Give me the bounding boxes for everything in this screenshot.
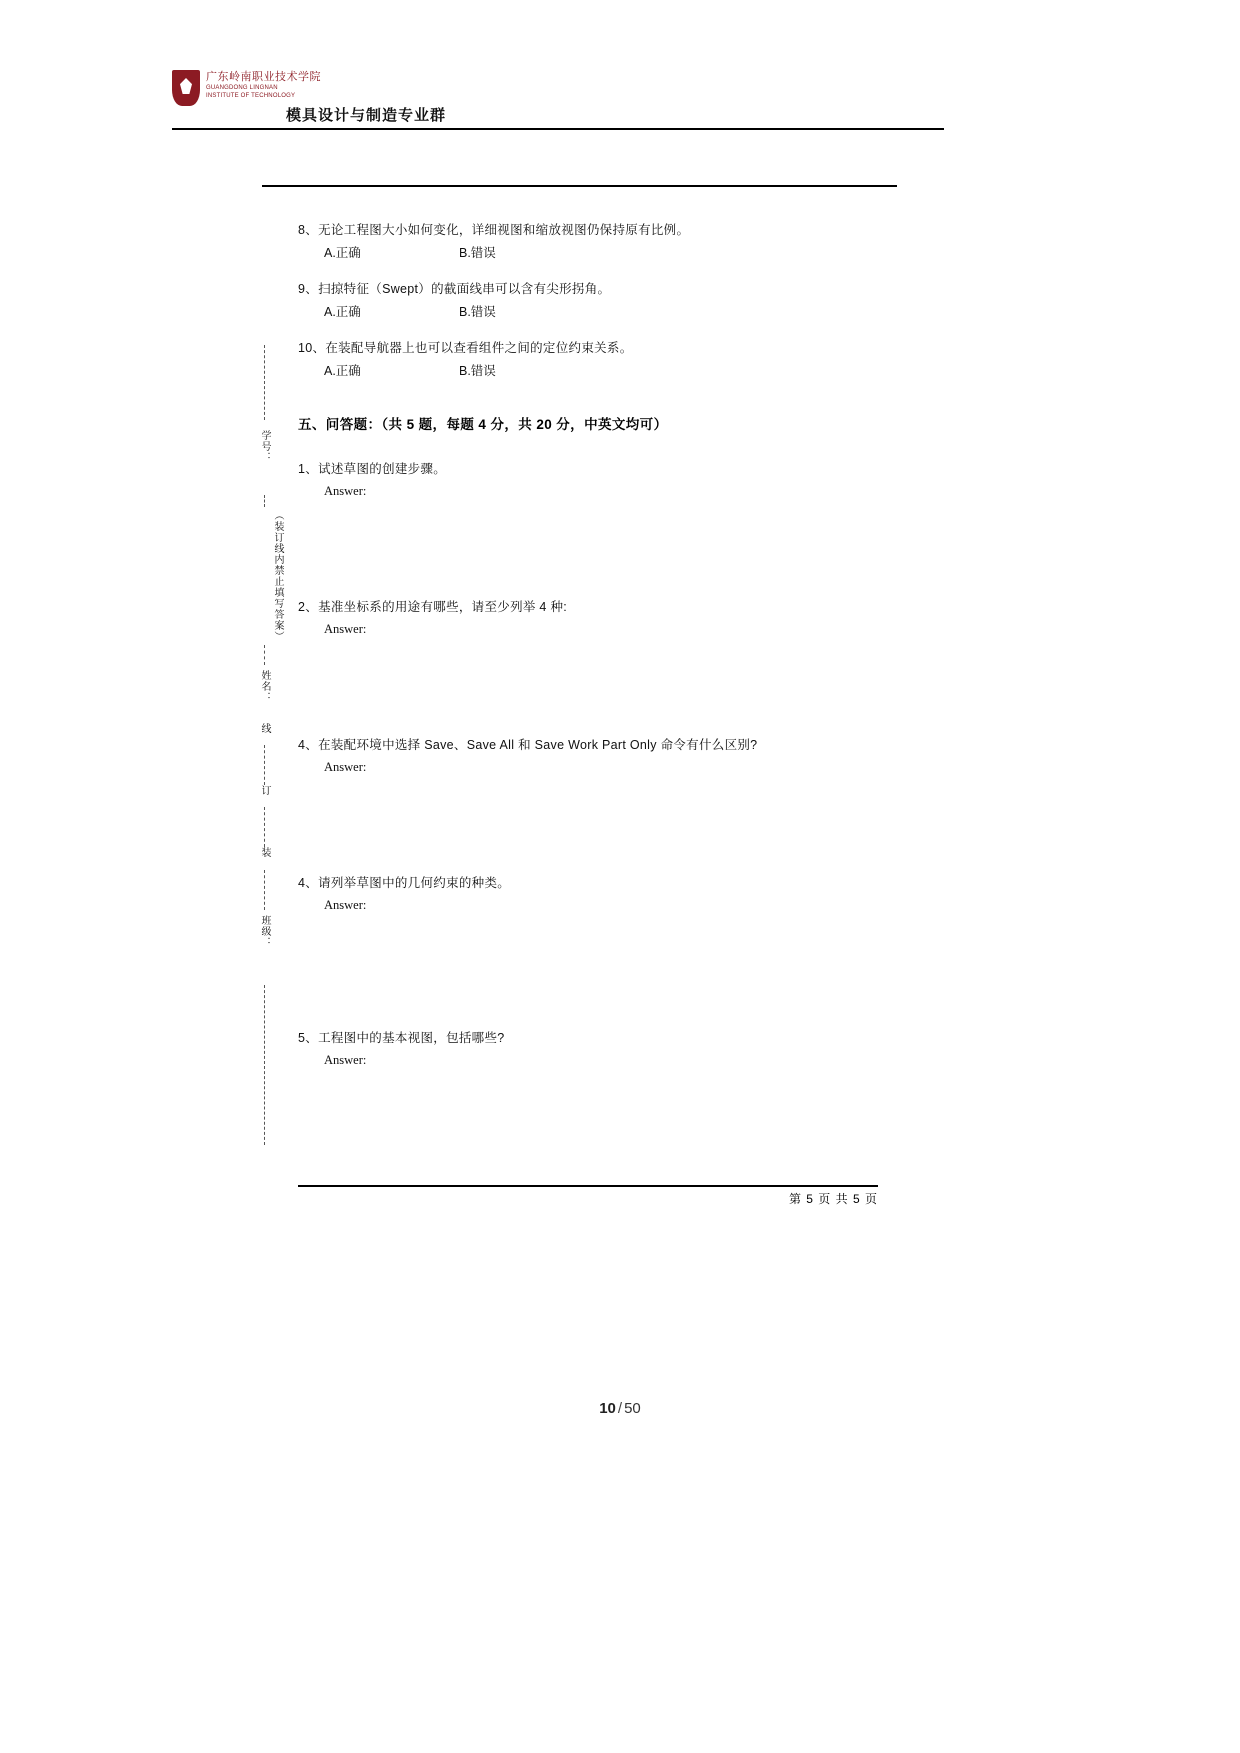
question-text (298, 220, 898, 240)
question-text (298, 597, 898, 617)
binding-label-student-id: 学号： (259, 430, 270, 463)
binding-label-name: 姓名： (259, 670, 270, 703)
viewer-page-indicator (0, 1400, 1240, 1417)
question-text (298, 338, 898, 358)
question-options (324, 302, 898, 320)
logo-english-line2: INSTITUTE OF TECHNOLOGY (206, 93, 296, 99)
answer-label[interactable]: Answer: (324, 1053, 367, 1067)
logo-english-line1: GUANGDONG LINGNAN (206, 85, 278, 91)
document-page-number: 第 5 页 共 5 页 (788, 1192, 878, 1206)
question-body: 在装配导航器上也可以查看组件之间的定位约束关系。 (325, 341, 633, 355)
question-text (298, 735, 898, 755)
question-number: 8、 (298, 223, 319, 237)
question-body: 在装配环境中选择 Save、Save All 和 Save Work Part Only 命令有什么区别? (318, 738, 758, 752)
total-page-count: 50 (624, 1400, 641, 1417)
question-body: 无论工程图大小如何变化，详细视图和缩放视图仍保持原有比例。 (318, 223, 690, 237)
logo-chinese-name: 广东岭南职业技术学院 (206, 71, 321, 83)
header-divider (172, 128, 944, 130)
option-a[interactable]: A.正确 (324, 364, 361, 378)
question-number: 1、 (298, 462, 319, 476)
shield-icon (172, 70, 200, 106)
binding-label-pack: 装 (259, 847, 270, 858)
document-header (0, 0, 1240, 150)
option-a[interactable]: A.正确 (324, 246, 361, 260)
binding-dash-1 (264, 345, 265, 420)
section-heading-5: 五、问答题：（共 5 题，每题 4 分，共 20 分，中英文均可） (298, 417, 668, 432)
binding-label-bind: 订 (259, 785, 270, 796)
page-title: 模具设计与制造专业群 (286, 107, 447, 124)
question-number: 9、 (298, 282, 319, 296)
paper-top-rule (262, 185, 897, 187)
truefalse-item (298, 279, 898, 320)
question-body: 请列举草图中的几何约束的种类。 (318, 876, 511, 890)
question-body: 基准坐标系的用途有哪些，请至少列举 4 种: (318, 600, 568, 614)
essay-item (298, 1028, 898, 1068)
question-number: 4、 (298, 738, 319, 752)
question-body: 扫掠特征（Swept）的截面线串可以含有尖形拐角。 (318, 282, 611, 296)
answer-label[interactable]: Answer: (324, 622, 367, 636)
page-separator: / (617, 1400, 623, 1417)
question-body: 工程图中的基本视图，包括哪些? (318, 1031, 505, 1045)
binding-label-class: 班级： (259, 915, 270, 948)
current-page-number: 10 (599, 1400, 616, 1417)
paper-content (298, 220, 898, 1068)
question-number: 5、 (298, 1031, 319, 1045)
truefalse-item (298, 220, 898, 261)
binding-label-line: 线 (259, 723, 270, 734)
question-number: 2、 (298, 600, 319, 614)
truefalse-item (298, 338, 898, 379)
binding-dash-6 (264, 870, 265, 910)
option-a[interactable]: A.正确 (324, 305, 361, 319)
answer-label[interactable]: Answer: (324, 484, 367, 498)
question-options (324, 243, 898, 261)
binding-dash-4 (264, 745, 265, 785)
option-b[interactable]: B.错误 (459, 246, 496, 260)
answer-label[interactable]: Answer: (324, 760, 367, 774)
question-options (324, 361, 898, 379)
option-b[interactable]: B.错误 (459, 305, 496, 319)
binding-dash-3 (264, 645, 265, 665)
question-number: 4、 (298, 876, 319, 890)
question-text (298, 1028, 898, 1048)
essay-item (298, 873, 898, 913)
question-text (298, 873, 898, 893)
binding-dash-2 (264, 495, 265, 507)
question-number: 10、 (298, 341, 326, 355)
question-body: 试述草图的创建步骤。 (318, 462, 447, 476)
binding-label-seal-note: （装订线内禁止填写答案） (272, 510, 283, 642)
exam-paper-sheet (0, 150, 1240, 1250)
essay-item (298, 597, 898, 637)
institution-logo (172, 70, 321, 106)
binding-dash-5 (264, 807, 265, 847)
paper-bottom-rule (298, 1185, 878, 1187)
logo-text-block (206, 70, 321, 100)
essay-item (298, 735, 898, 775)
binding-dash-7 (264, 985, 265, 1145)
question-text (298, 279, 898, 299)
answer-label[interactable]: Answer: (324, 898, 367, 912)
question-text (298, 459, 898, 479)
essay-item (298, 459, 898, 499)
binding-strip (222, 345, 292, 1145)
option-b[interactable]: B.错误 (459, 364, 496, 378)
